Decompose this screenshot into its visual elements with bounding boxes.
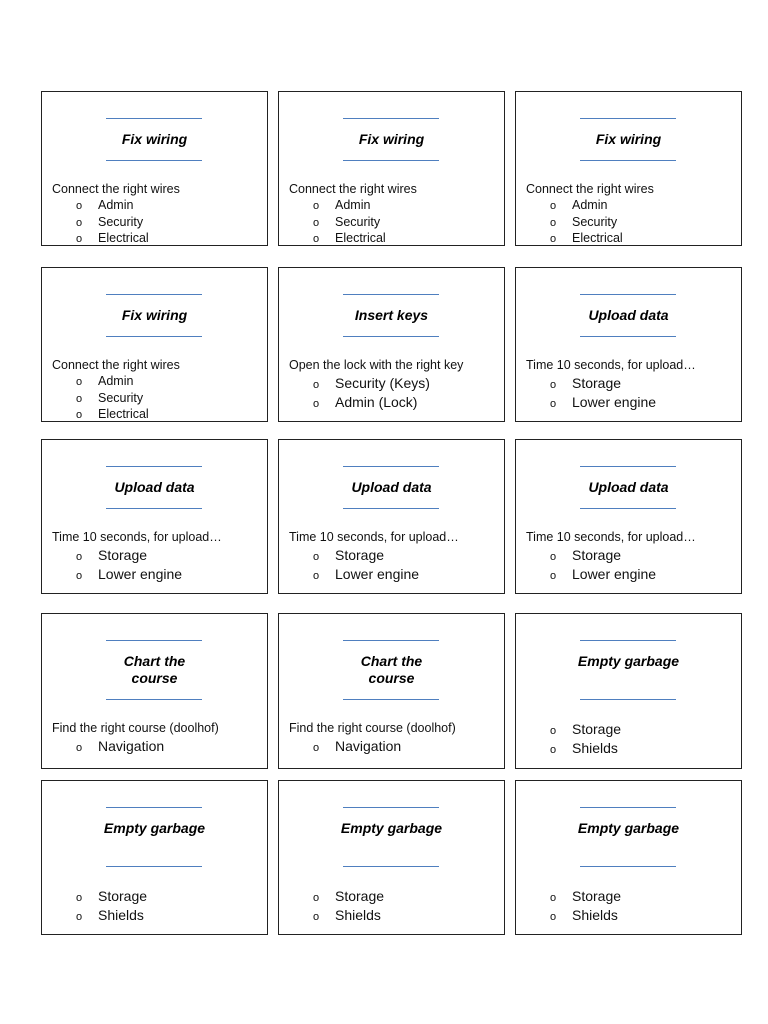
task-card xyxy=(515,780,742,935)
bullet-icon: o xyxy=(313,216,320,229)
location-label: Lower engine xyxy=(98,565,183,582)
location-label: Storage xyxy=(572,888,622,904)
card-description: Time 10 seconds, for upload… xyxy=(289,530,459,544)
top-divider xyxy=(580,640,676,641)
bullet-icon: o xyxy=(76,569,83,582)
bullet-icon: o xyxy=(550,379,557,391)
top-divider xyxy=(106,118,202,119)
task-card xyxy=(41,267,268,422)
top-divider xyxy=(106,807,202,808)
task-card xyxy=(515,613,742,769)
card-title: Upload data xyxy=(588,479,669,495)
card-description: Find the right course (doolhof) xyxy=(52,721,219,735)
location-label: Shields xyxy=(98,906,144,923)
location-label: Storage xyxy=(572,547,622,563)
bullet-icon: o xyxy=(550,216,557,229)
task-card xyxy=(515,267,742,422)
card-title: Upload data xyxy=(114,479,195,495)
task-card xyxy=(41,91,268,246)
bullet-icon: o xyxy=(76,910,83,923)
card-description: Connect the right wires xyxy=(52,182,180,196)
top-divider xyxy=(580,807,676,808)
bottom-divider xyxy=(580,866,676,867)
task-card xyxy=(41,439,268,594)
bottom-divider xyxy=(106,866,202,867)
location-label: Navigation xyxy=(335,738,402,754)
bottom-divider xyxy=(106,336,202,337)
bottom-divider xyxy=(343,160,439,161)
top-divider xyxy=(106,466,202,467)
bullet-icon: o xyxy=(313,892,320,904)
bullet-icon: o xyxy=(313,910,320,923)
top-divider xyxy=(106,640,202,641)
location-label: Storage xyxy=(335,547,385,563)
top-divider xyxy=(343,807,439,808)
location-label: Lower engine xyxy=(572,565,657,582)
card-title: Chart the course xyxy=(360,653,423,686)
location-label: Admin xyxy=(98,198,134,212)
bullet-icon: o xyxy=(550,200,557,212)
bullet-icon: o xyxy=(550,397,557,410)
top-divider xyxy=(580,466,676,467)
task-card xyxy=(278,613,505,769)
top-divider xyxy=(343,118,439,119)
location-label: Shields xyxy=(572,906,618,923)
card-title: Empty garbage xyxy=(577,653,680,669)
card-title: Fix wiring xyxy=(121,131,188,147)
task-card xyxy=(41,613,268,769)
task-card xyxy=(278,91,505,246)
card-description: Time 10 seconds, for upload… xyxy=(526,358,696,372)
card-description: Time 10 seconds, for upload… xyxy=(52,530,222,544)
top-divider xyxy=(106,294,202,295)
bullet-icon: o xyxy=(550,569,557,582)
bullet-icon: o xyxy=(313,379,320,391)
task-card xyxy=(515,439,742,594)
location-label: Security xyxy=(335,214,381,229)
location-label: Lower engine xyxy=(335,565,420,582)
bullet-icon: o xyxy=(76,551,83,563)
top-divider xyxy=(343,640,439,641)
bottom-divider xyxy=(343,508,439,509)
card-title: Insert keys xyxy=(354,307,429,323)
bullet-icon: o xyxy=(313,742,320,754)
bullet-icon: o xyxy=(550,233,557,245)
location-label: Security (Keys) xyxy=(335,375,430,391)
bullet-icon: o xyxy=(76,216,83,229)
bullet-icon: o xyxy=(550,910,557,923)
bullet-icon: o xyxy=(76,409,83,421)
task-card xyxy=(278,439,505,594)
location-label: Navigation xyxy=(98,738,165,754)
location-label: Storage xyxy=(572,375,622,391)
bottom-divider xyxy=(580,160,676,161)
bottom-divider xyxy=(580,508,676,509)
location-label: Security xyxy=(98,390,144,405)
bullet-icon: o xyxy=(313,551,320,563)
card-title: Empty garbage xyxy=(577,820,680,836)
location-label: Lower engine xyxy=(572,393,657,410)
task-card xyxy=(515,91,742,246)
bullet-icon: o xyxy=(76,742,83,754)
card-title: Empty garbage xyxy=(340,820,443,836)
bullet-icon: o xyxy=(76,892,83,904)
bottom-divider xyxy=(106,508,202,509)
location-label: Admin xyxy=(98,374,134,388)
card-description: Connect the right wires xyxy=(289,182,417,196)
location-label: Storage xyxy=(98,888,148,904)
bottom-divider xyxy=(106,160,202,161)
location-label: Storage xyxy=(98,547,148,563)
location-label: Electrical xyxy=(98,407,149,421)
card-title: Upload data xyxy=(588,307,669,323)
location-label: Security xyxy=(98,214,144,229)
location-label: Admin xyxy=(335,198,371,212)
top-divider xyxy=(580,294,676,295)
card-description: Time 10 seconds, for upload… xyxy=(526,530,696,544)
card-description: Open the lock with the right key xyxy=(289,358,464,372)
card-description: Connect the right wires xyxy=(526,182,654,196)
location-label: Admin (Lock) xyxy=(335,393,418,410)
bottom-divider xyxy=(106,699,202,700)
location-label: Shields xyxy=(335,906,381,923)
task-card xyxy=(278,780,505,935)
bullet-icon: o xyxy=(550,743,557,756)
location-label: Security xyxy=(572,214,618,229)
task-card xyxy=(278,267,505,422)
card-description: Find the right course (doolhof) xyxy=(289,721,456,735)
card-description: Connect the right wires xyxy=(52,358,180,372)
task-card xyxy=(41,780,268,935)
bottom-divider xyxy=(580,336,676,337)
card-title: Fix wiring xyxy=(121,307,188,323)
bullet-icon: o xyxy=(76,392,83,405)
bullet-icon: o xyxy=(76,200,83,212)
bullet-icon: o xyxy=(550,892,557,904)
bullet-icon: o xyxy=(550,551,557,563)
location-label: Storage xyxy=(335,888,385,904)
location-label: Electrical xyxy=(335,231,386,245)
location-label: Admin xyxy=(572,198,608,212)
location-label: Electrical xyxy=(98,231,149,245)
bullet-icon: o xyxy=(550,725,557,737)
bullet-icon: o xyxy=(313,397,320,410)
bullet-icon: o xyxy=(313,233,320,245)
bullet-icon: o xyxy=(76,376,83,388)
card-title: Empty garbage xyxy=(103,820,206,836)
bottom-divider xyxy=(343,336,439,337)
card-title: Chart the course xyxy=(123,653,186,686)
bullet-icon: o xyxy=(313,569,320,582)
top-divider xyxy=(343,294,439,295)
card-title: Fix wiring xyxy=(358,131,425,147)
top-divider xyxy=(343,466,439,467)
bullet-icon: o xyxy=(76,233,83,245)
location-label: Storage xyxy=(572,721,622,737)
card-title: Fix wiring xyxy=(595,131,662,147)
location-label: Electrical xyxy=(572,231,623,245)
bottom-divider xyxy=(343,699,439,700)
card-title: Upload data xyxy=(351,479,432,495)
bottom-divider xyxy=(343,866,439,867)
bullet-icon: o xyxy=(313,200,320,212)
top-divider xyxy=(580,118,676,119)
bottom-divider xyxy=(580,699,676,700)
location-label: Shields xyxy=(572,739,618,756)
